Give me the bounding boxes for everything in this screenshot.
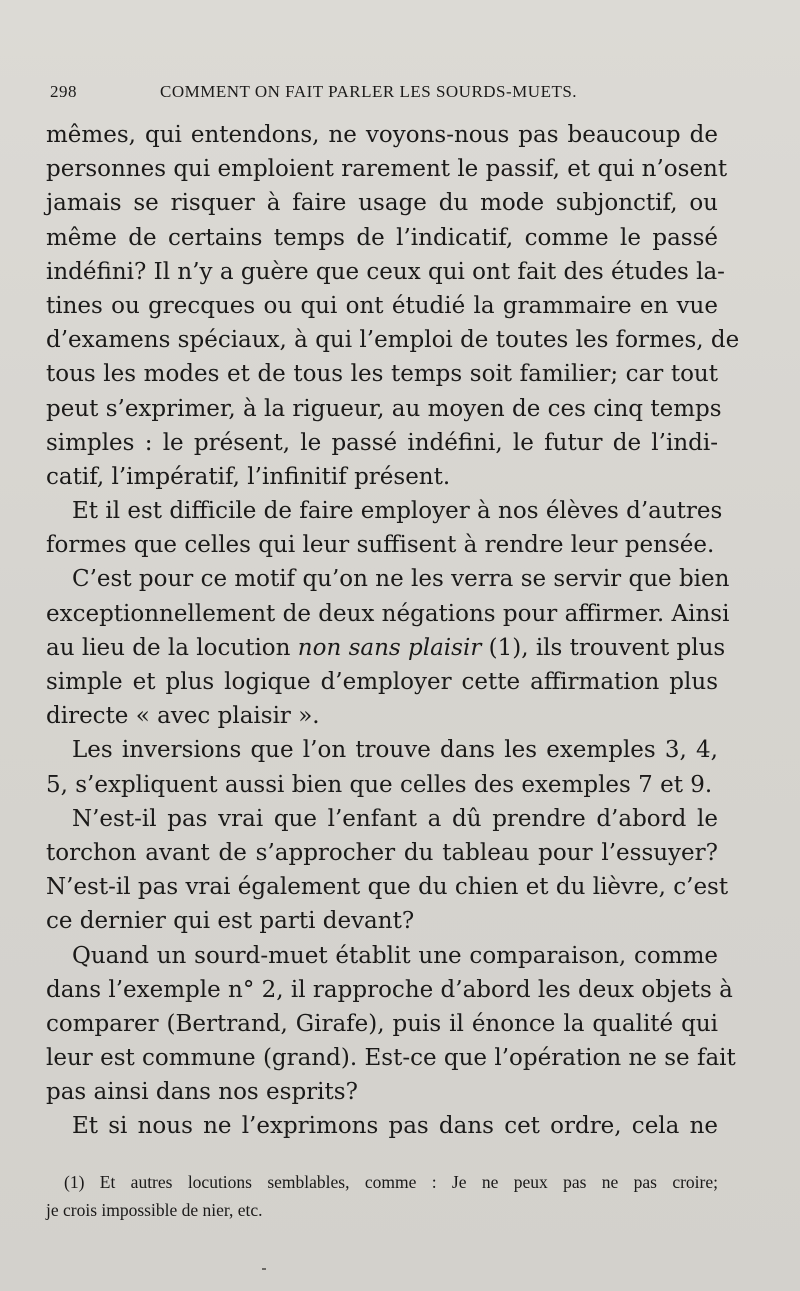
text-line: C’est pour ce motif qu’on ne les verra se servir que bien [72,566,730,593]
text-line: tines ou grecques ou qui ont étudié la grammaire en vue [46,292,718,319]
italic-phrase: non sans plaisir [297,634,482,661]
text-line: indéfini? Il n’y a guère que ceux qui ont fait des études la- [46,258,725,285]
footnote-line: je crois impossible de nier, etc. [46,1200,263,1220]
print-speck [262,1268,266,1270]
page-number: 298 [50,82,77,101]
text-segment: au lieu de la locution [46,634,298,661]
page-header [50,82,715,106]
text-line: même de certains temps de l’indicatif, comme le passé [46,224,718,251]
text-line: N’est-il pas vrai que l’enfant a dû prendre d’abord le [72,805,718,832]
text-line: peut s’exprimer, à la rigueur, au moyen de ces cinq temps [46,395,722,422]
text-line: simples : le présent, le passé indéfini, le futur de l’indi- [46,429,718,456]
text-line: personnes qui emploient rarement le passif, et qui n’osent [46,156,728,183]
text-line: Et il est difficile de faire employer à nos élèves d’autres [72,498,723,525]
footnote [46,1168,718,1224]
text-line: N’est-il pas vrai également que du chien et du lièvre, c’est [46,874,729,901]
text-line: pas ainsi dans nos esprits? [46,1079,358,1106]
text-line: Et si nous ne l’exprimons pas dans cet ordre, cela ne [72,1113,718,1140]
text-line: 5, s’expliquent aussi bien que celles des exemples 7 et 9. [46,771,713,798]
text-line: dans l’exemple n° 2, il rapproche d’abord les deux objets à [46,976,733,1003]
text-line: directe « avec plaisir ». [46,703,320,730]
text-line: leur est commune (grand). Est-ce que l’opération ne se fait [46,1045,736,1072]
text-line: Les inversions que l’on trouve dans les exemples 3, 4, [72,737,718,764]
text-line: exceptionnellement de deux négations pour affirmer. Ainsi [46,600,730,627]
text-line: simple et plus logique d’employer cette affirmation plus [46,669,718,695]
running-title: COMMENT ON FAIT PARLER LES SOURDS-MUETS. [160,82,578,101]
text-line: jamais se risquer à faire usage du mode subjonctif, ou [46,190,718,217]
text-line: formes que celles qui leur suffisent à rendre leur pensée. [46,532,715,559]
footnote-line: (1) Et autres locutions semblables, comme : Je ne peux pas ne pas croire; [64,1172,718,1192]
body-text [46,118,740,1144]
text-line: tous les modes et de tous les temps soit familier; car tout [46,361,718,388]
text-line-with-italic [46,631,726,665]
text-line: ce dernier qui est parti devant? [46,908,415,935]
text-line: d’examens spéciaux, à qui l’emploi de toutes les formes, de [46,327,740,354]
text-line: mêmes, qui entendons, ne voyons-nous pas beaucoup de [46,122,718,148]
text-line: torchon avant de s’approcher du tableau pour l’essuyer? [46,839,718,866]
text-line: Quand un sourd-muet établit une comparaison, comme [72,942,718,969]
text-line: catif, l’impératif, l’infinitif présent. [46,463,451,490]
text-segment: (1), ils trouvent plus [481,634,726,661]
text-line: comparer (Bertrand, Girafe), puis il énonce la qualité qui [46,1010,718,1037]
